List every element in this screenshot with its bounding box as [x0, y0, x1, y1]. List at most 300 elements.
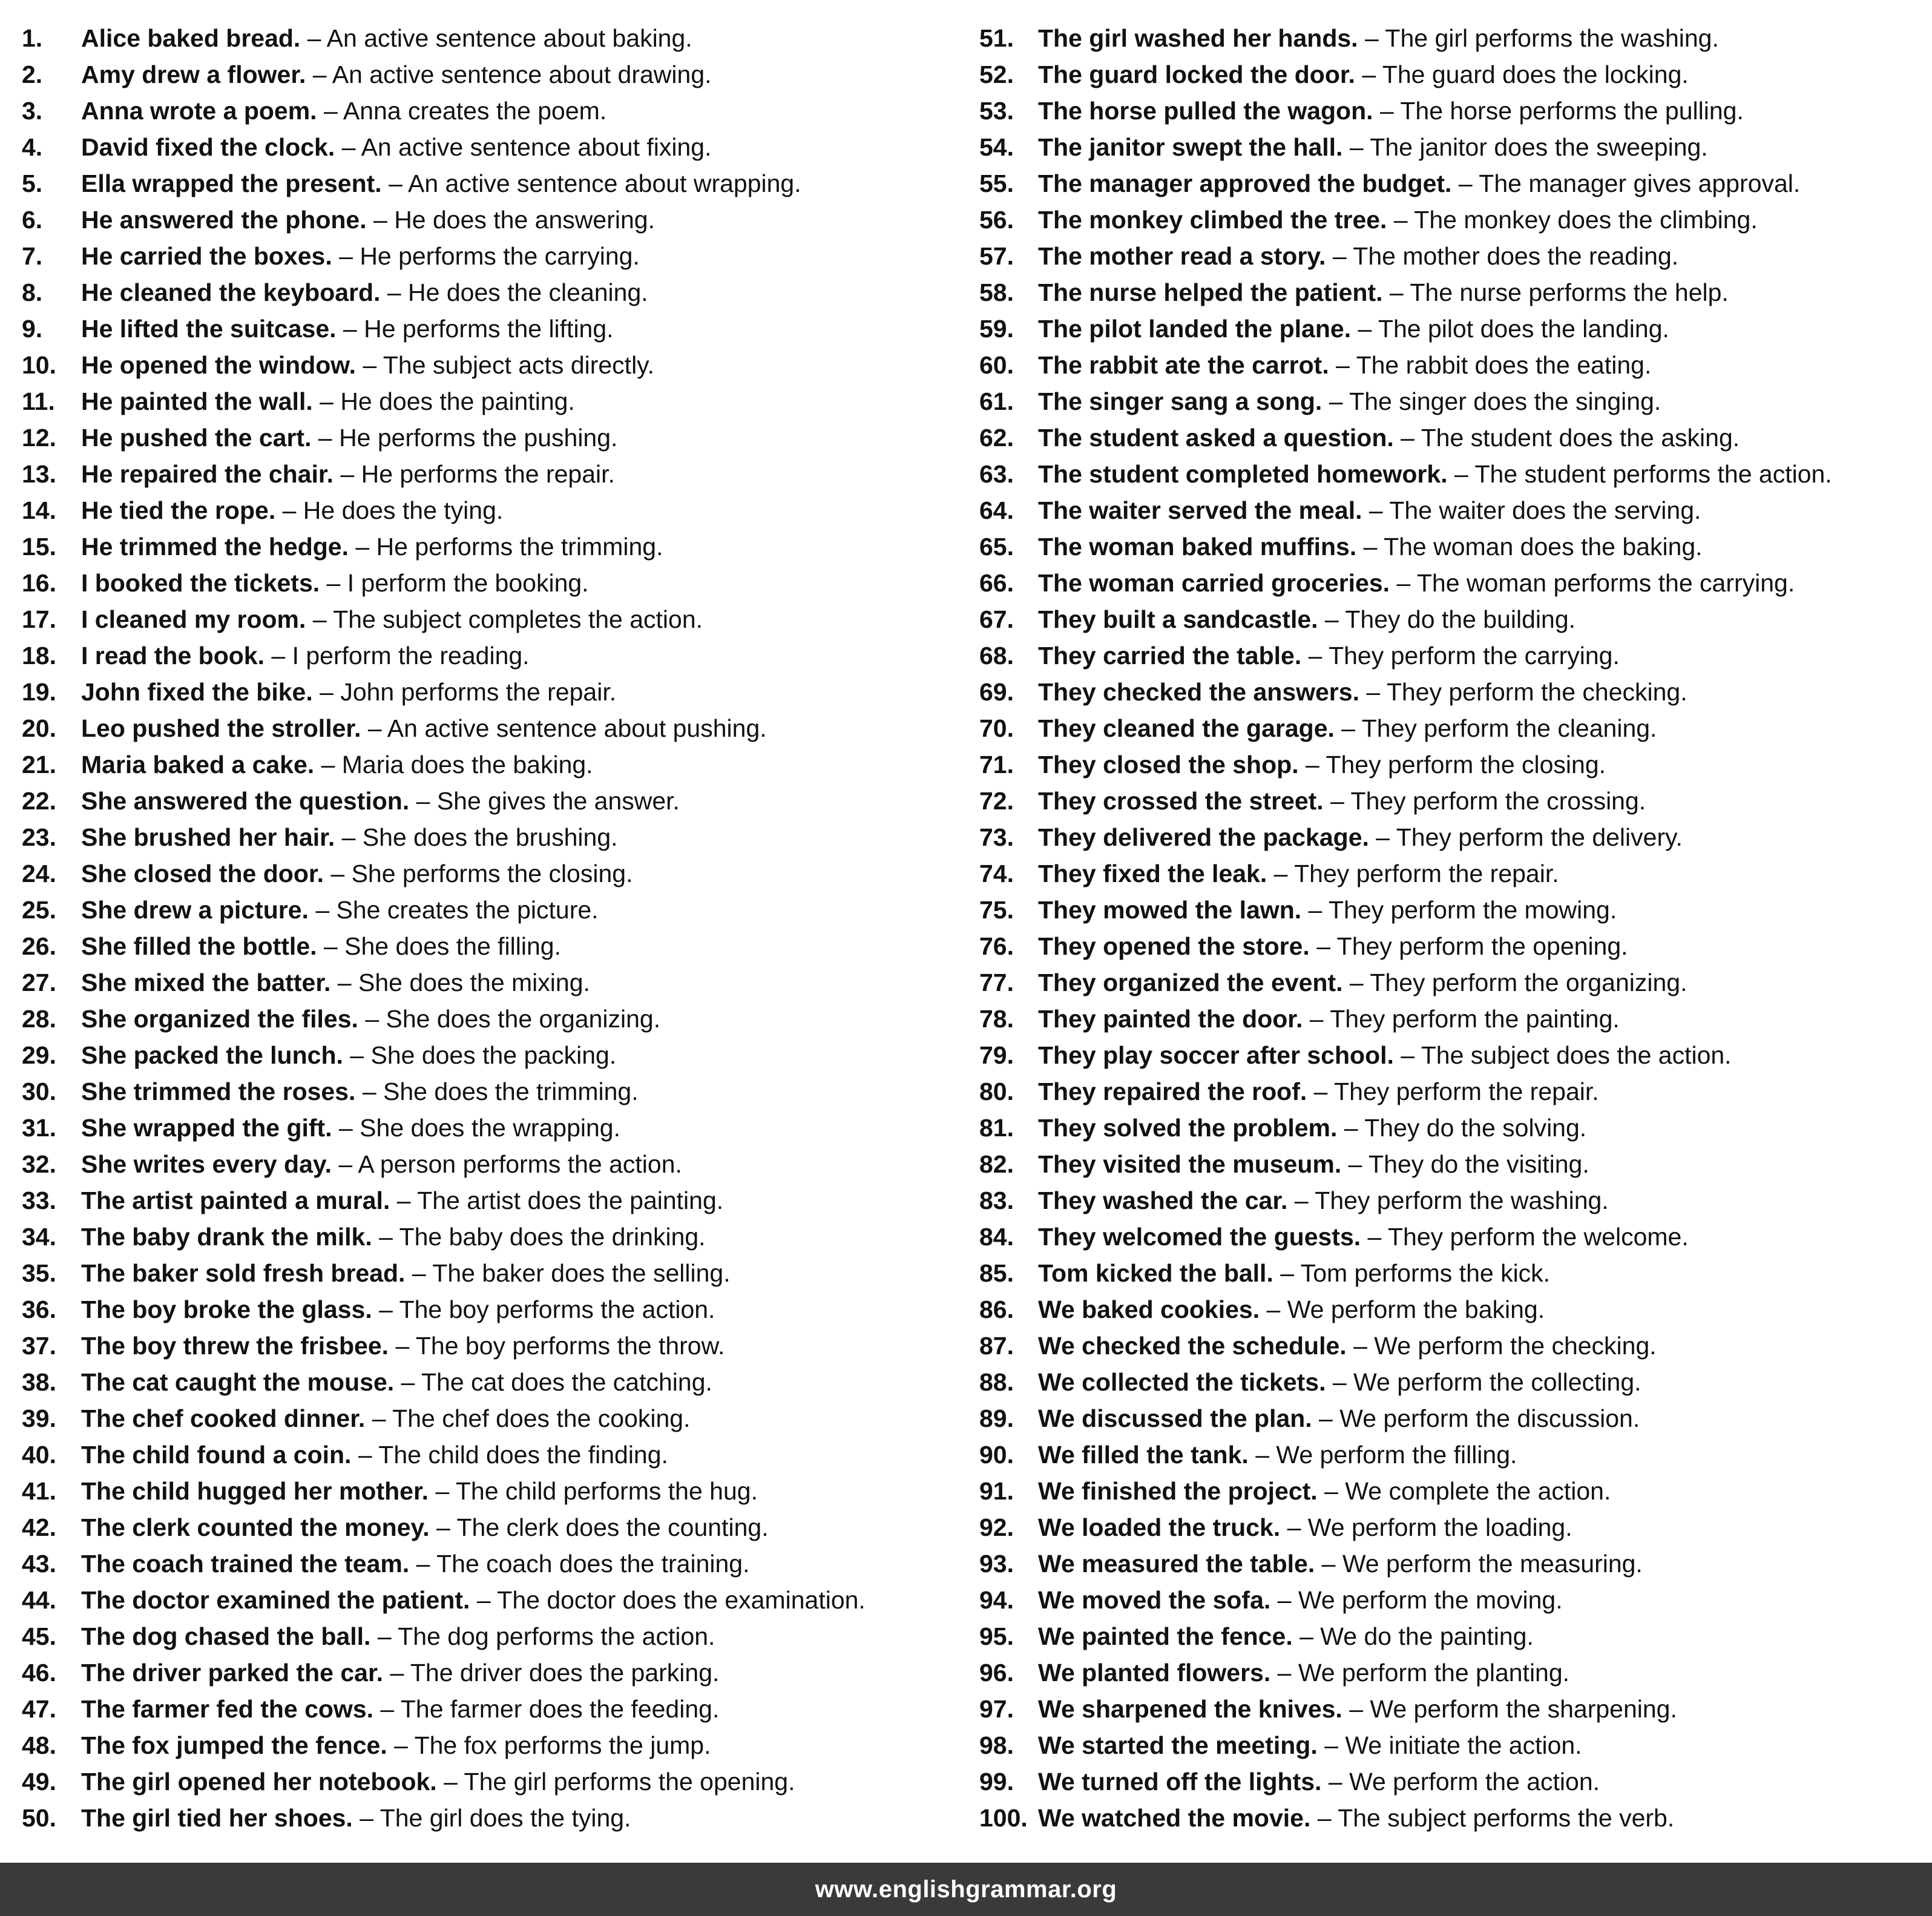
- sentence-explanation: – The driver does the parking.: [383, 1659, 720, 1687]
- sentence-explanation: – She gives the answer.: [409, 787, 680, 815]
- example-sentence: She drew a picture.: [81, 896, 309, 924]
- list-item: [22, 674, 966, 710]
- example-sentence: He answered the phone.: [81, 206, 367, 234]
- list-item: [979, 1691, 1924, 1727]
- example-sentence: I cleaned my room.: [81, 605, 306, 633]
- item-text: [1038, 1691, 1677, 1727]
- item-text: [1038, 202, 1758, 238]
- item-text: [1038, 1654, 1569, 1691]
- item-number: 61.: [979, 387, 1014, 415]
- list-item: [22, 492, 966, 528]
- example-sentence: He lifted the suitcase.: [81, 315, 337, 343]
- item-text: [81, 928, 561, 964]
- sentence-explanation: – They perform the checking.: [1359, 678, 1687, 706]
- item-number: 56.: [979, 206, 1014, 234]
- example-sentence: He repaired the chair.: [81, 460, 334, 488]
- list-item: [979, 1473, 1924, 1509]
- item-number: 35.: [22, 1259, 56, 1287]
- item-number: 76.: [979, 932, 1014, 960]
- item-number: 38.: [22, 1368, 56, 1396]
- list-item: [979, 202, 1924, 238]
- list-item: [22, 1473, 966, 1509]
- item-number: 46.: [22, 1659, 56, 1687]
- list-item: [22, 56, 966, 93]
- sentence-explanation: – The coach does the training.: [409, 1550, 750, 1578]
- list-item: [22, 928, 966, 964]
- list-item: [979, 492, 1924, 528]
- item-text: [1038, 1473, 1611, 1509]
- item-number: 54.: [979, 133, 1014, 161]
- item-number: 77.: [979, 969, 1014, 996]
- sentence-explanation: – We initiate the action.: [1317, 1731, 1582, 1759]
- item-text: [81, 1001, 660, 1037]
- example-sentence: She closed the door.: [81, 860, 324, 887]
- list-item: [22, 528, 966, 565]
- list-item: [979, 1328, 1924, 1364]
- list-item: [979, 420, 1924, 456]
- list-item: [22, 746, 966, 783]
- list-item: [22, 1110, 966, 1146]
- item-number: 13.: [22, 460, 56, 488]
- item-number: 92.: [979, 1513, 1014, 1541]
- example-sentence: The baby drank the milk.: [81, 1223, 372, 1251]
- item-number: 44.: [22, 1586, 56, 1614]
- list-item: [979, 311, 1924, 347]
- sentence-explanation: – They perform the carrying.: [1301, 642, 1620, 670]
- list-item: [979, 1037, 1924, 1073]
- example-sentence: We watched the movie.: [1038, 1804, 1311, 1832]
- item-number: 26.: [22, 932, 56, 960]
- sentence-explanation: – The subject acts directly.: [356, 351, 655, 379]
- example-sentence: They fixed the leak.: [1038, 860, 1267, 887]
- list-item: [979, 855, 1924, 892]
- item-text: [1038, 819, 1683, 855]
- list-item: [22, 1618, 966, 1654]
- example-sentence: They welcomed the guests.: [1038, 1223, 1361, 1251]
- list-item: [22, 1146, 966, 1182]
- item-text: [1038, 274, 1729, 311]
- sentence-explanation: – The doctor does the examination.: [470, 1586, 866, 1614]
- item-number: 88.: [979, 1368, 1014, 1396]
- sentence-explanation: – The woman performs the carrying.: [1390, 569, 1795, 597]
- sentence-explanation: – The cat does the catching.: [394, 1368, 712, 1396]
- example-sentence: The girl washed her hands.: [1038, 24, 1358, 52]
- example-sentence: We loaded the truck.: [1038, 1513, 1281, 1541]
- example-sentence: They delivered the package.: [1038, 823, 1369, 851]
- item-text: [81, 1037, 616, 1073]
- item-number: 34.: [22, 1223, 56, 1251]
- sentence-explanation: – They perform the repair.: [1267, 860, 1559, 887]
- sentence-explanation: – Anna creates the poem.: [317, 97, 607, 125]
- item-number: 45.: [22, 1622, 56, 1650]
- list-item: [22, 1691, 966, 1727]
- sentence-explanation: – We perform the planting.: [1270, 1659, 1570, 1687]
- sentence-explanation: – The subject does the action.: [1393, 1041, 1732, 1069]
- list-item: [22, 1509, 966, 1546]
- list-item: [979, 1110, 1924, 1146]
- item-number: 15.: [22, 533, 56, 561]
- left-column: [22, 20, 966, 1836]
- item-number: 32.: [22, 1150, 56, 1178]
- example-sentence: The student completed homework.: [1038, 460, 1448, 488]
- item-text: [1038, 855, 1559, 892]
- sentence-explanation: – The girl performs the washing.: [1358, 24, 1719, 52]
- sentence-explanation: – Tom performs the kick.: [1273, 1259, 1551, 1287]
- sentence-explanation: – We perform the loading.: [1280, 1513, 1572, 1541]
- list-item: [22, 1073, 966, 1110]
- example-sentence: The boy broke the glass.: [81, 1295, 372, 1323]
- example-sentence: She wrapped the gift.: [81, 1114, 332, 1142]
- item-text: [81, 1328, 724, 1364]
- sentence-explanation: – The subject performs the verb.: [1310, 1804, 1675, 1832]
- item-number: 73.: [979, 823, 1014, 851]
- example-sentence: The nurse helped the patient.: [1038, 278, 1383, 306]
- sentence-explanation: – She does the filling.: [317, 932, 561, 960]
- sentence-explanation: – The farmer does the feeding.: [373, 1695, 720, 1723]
- item-text: [81, 1654, 719, 1691]
- item-number: 33.: [22, 1187, 56, 1214]
- list-item: [979, 1654, 1924, 1691]
- example-sentence: We measured the table.: [1038, 1550, 1315, 1578]
- sentence-explanation: – The waiter does the serving.: [1362, 496, 1701, 524]
- item-number: 4.: [22, 133, 43, 161]
- sentence-explanation: – We perform the moving.: [1270, 1586, 1563, 1614]
- item-number: 12.: [22, 424, 56, 452]
- item-number: 74.: [979, 860, 1014, 887]
- list-item: [979, 129, 1924, 165]
- item-text: [81, 311, 614, 347]
- item-number: 30.: [22, 1078, 56, 1105]
- item-number: 99.: [979, 1768, 1014, 1796]
- item-text: [1038, 1110, 1586, 1146]
- sentence-explanation: – We perform the filling.: [1248, 1441, 1517, 1469]
- list-item: [22, 311, 966, 347]
- sentence-explanation: – The manager gives approval.: [1451, 170, 1801, 197]
- example-sentence: The clerk counted the money.: [81, 1513, 430, 1541]
- list-item: [22, 964, 966, 1001]
- example-sentence: The child hugged her mother.: [81, 1477, 429, 1505]
- item-number: 90.: [979, 1441, 1014, 1469]
- list-item: [22, 420, 966, 456]
- example-sentence: Maria baked a cake.: [81, 751, 315, 779]
- item-number: 36.: [22, 1295, 56, 1323]
- sentence-explanation: – An active sentence about baking.: [300, 24, 692, 52]
- item-number: 1.: [22, 24, 43, 52]
- list-item: [22, 202, 966, 238]
- example-sentence: The farmer fed the cows.: [81, 1695, 374, 1723]
- item-number: 68.: [979, 642, 1014, 670]
- example-sentence: The fox jumped the fence.: [81, 1731, 387, 1759]
- example-sentence: The singer sang a song.: [1038, 387, 1322, 415]
- example-sentence: Tom kicked the ball.: [1038, 1259, 1273, 1287]
- example-sentence: The girl tied her shoes.: [81, 1804, 353, 1832]
- sentence-explanation: – They perform the repair.: [1307, 1078, 1599, 1105]
- sentence-explanation: – He does the tying.: [275, 496, 504, 524]
- example-sentence: They visited the museum.: [1038, 1150, 1342, 1178]
- item-number: 98.: [979, 1731, 1014, 1759]
- item-text: [81, 1546, 749, 1582]
- item-text: [1038, 1073, 1599, 1110]
- item-text: [1038, 637, 1620, 674]
- item-text: [81, 1219, 706, 1255]
- sentence-explanation: – Maria does the baking.: [314, 751, 593, 779]
- list-item: [22, 710, 966, 746]
- item-text: [81, 674, 616, 710]
- sentence-explanation: – A person performs the action.: [332, 1150, 682, 1178]
- item-number: 64.: [979, 496, 1014, 524]
- item-text: [1038, 383, 1661, 420]
- list-item: [22, 274, 966, 311]
- sentence-explanation: – We perform the sharpening.: [1342, 1695, 1677, 1723]
- list-item: [22, 1037, 966, 1073]
- sentence-explanation: – The student performs the action.: [1447, 460, 1832, 488]
- sentence-explanation: – They perform the welcome.: [1361, 1223, 1689, 1251]
- item-number: 94.: [979, 1586, 1014, 1614]
- item-text: [1038, 710, 1657, 746]
- example-sentence: He painted the wall.: [81, 387, 313, 415]
- item-text: [81, 56, 712, 93]
- item-text: [81, 202, 655, 238]
- list-item: [979, 1400, 1924, 1437]
- item-number: 51.: [979, 24, 1014, 52]
- sentence-explanation: – We perform the collecting.: [1326, 1368, 1641, 1396]
- item-text: [1038, 456, 1832, 492]
- sentence-explanation: – He performs the lifting.: [336, 315, 614, 343]
- sentence-explanation: – The singer does the singing.: [1322, 387, 1661, 415]
- list-item: [22, 601, 966, 637]
- item-text: [1038, 129, 1708, 165]
- item-text: [81, 637, 530, 674]
- sentence-explanation: – They perform the closing.: [1298, 751, 1606, 779]
- sentence-explanation: – The monkey does the climbing.: [1387, 206, 1758, 234]
- item-text: [81, 819, 618, 855]
- item-text: [1038, 311, 1669, 347]
- sentence-explanation: – The guard does the locking.: [1355, 61, 1689, 88]
- item-number: 9.: [22, 315, 43, 343]
- item-text: [1038, 1437, 1517, 1473]
- example-sentence: We started the meeting.: [1038, 1731, 1318, 1759]
- list-item: [979, 1255, 1924, 1291]
- item-number: 2.: [22, 61, 43, 88]
- sentence-explanation: – The rabbit does the eating.: [1329, 351, 1652, 379]
- item-number: 25.: [22, 896, 56, 924]
- sentence-explanation: – The boy performs the throw.: [389, 1332, 725, 1360]
- item-text: [81, 347, 654, 383]
- item-text: [1038, 1001, 1620, 1037]
- item-text: [1038, 1546, 1643, 1582]
- item-number: 8.: [22, 278, 43, 306]
- example-sentence: She trimmed the roses.: [81, 1078, 356, 1105]
- item-text: [81, 129, 712, 165]
- list-item: [979, 1509, 1924, 1546]
- example-sentence: John fixed the bike.: [81, 678, 313, 706]
- item-text: [1038, 347, 1651, 383]
- item-number: 95.: [979, 1622, 1014, 1650]
- list-item: [979, 274, 1924, 311]
- example-sentence: Alice baked bread.: [81, 24, 301, 52]
- example-sentence: The baker sold fresh bread.: [81, 1259, 406, 1287]
- example-sentence: David fixed the clock.: [81, 133, 335, 161]
- item-number: 85.: [979, 1259, 1014, 1287]
- item-number: 11.: [22, 387, 55, 415]
- item-text: [81, 165, 801, 202]
- list-item: [979, 964, 1924, 1001]
- example-sentence: She mixed the batter.: [81, 969, 331, 996]
- item-text: [1038, 238, 1678, 274]
- list-item: [22, 637, 966, 674]
- item-number: 3.: [22, 97, 43, 125]
- item-text: [81, 565, 589, 601]
- item-number: 27.: [22, 969, 56, 996]
- item-number: 82.: [979, 1150, 1014, 1178]
- sentence-explanation: – We perform the discussion.: [1312, 1404, 1640, 1432]
- item-text: [1038, 1509, 1572, 1546]
- sentence-explanation: – An active sentence about wrapping.: [381, 170, 801, 197]
- example-sentence: He trimmed the hedge.: [81, 533, 349, 561]
- list-item: [22, 855, 966, 892]
- list-item: [979, 1727, 1924, 1763]
- item-text: [81, 1727, 711, 1763]
- item-number: 18.: [22, 642, 56, 670]
- example-sentence: She answered the question.: [81, 787, 410, 815]
- example-sentence: We checked the schedule.: [1038, 1332, 1347, 1360]
- example-sentence: They repaired the roof.: [1038, 1078, 1307, 1105]
- list-item: [22, 1437, 966, 1473]
- list-item: [979, 1618, 1924, 1654]
- sentence-explanation: – I perform the booking.: [320, 569, 589, 597]
- list-item: [22, 1546, 966, 1582]
- item-text: [1038, 601, 1576, 637]
- example-sentence: They checked the answers.: [1038, 678, 1359, 706]
- item-text: [1038, 1400, 1640, 1437]
- sentence-explanation: – She does the trimming.: [355, 1078, 639, 1105]
- item-text: [81, 93, 606, 129]
- item-number: 24.: [22, 860, 56, 887]
- item-number: 31.: [22, 1114, 56, 1142]
- item-number: 70.: [979, 714, 1014, 742]
- list-item: [22, 383, 966, 420]
- example-sentence: He opened the window.: [81, 351, 356, 379]
- example-sentence: The artist painted a mural.: [81, 1187, 390, 1214]
- sentence-explanation: – They perform the opening.: [1309, 932, 1628, 960]
- item-number: 10.: [22, 351, 56, 379]
- sentence-explanation: – An active sentence about pushing.: [361, 714, 767, 742]
- item-number: 29.: [22, 1041, 56, 1069]
- list-item: [22, 165, 966, 202]
- list-item: [22, 238, 966, 274]
- list-item: [979, 93, 1924, 129]
- sentence-explanation: – She does the organizing.: [358, 1005, 661, 1033]
- list-item: [22, 819, 966, 855]
- example-sentence: Amy drew a flower.: [81, 61, 306, 88]
- item-text: [1038, 964, 1687, 1001]
- item-number: 42.: [22, 1513, 56, 1541]
- item-text: [1038, 1800, 1674, 1836]
- item-number: 22.: [22, 787, 56, 815]
- list-item: [22, 1182, 966, 1219]
- sentence-explanation: – The clerk does the counting.: [429, 1513, 769, 1541]
- list-item: [22, 20, 966, 56]
- item-number: 86.: [979, 1295, 1014, 1323]
- item-text: [81, 601, 703, 637]
- list-item: [979, 746, 1924, 783]
- example-sentence: They washed the car.: [1038, 1187, 1288, 1214]
- list-item: [22, 565, 966, 601]
- example-sentence: The monkey climbed the tree.: [1038, 206, 1387, 234]
- example-sentence: The mother read a story.: [1038, 242, 1326, 270]
- example-sentence: We finished the project.: [1038, 1477, 1318, 1505]
- list-item: [979, 528, 1924, 565]
- item-number: 17.: [22, 605, 56, 633]
- sentence-explanation: – She creates the picture.: [308, 896, 599, 924]
- item-text: [81, 710, 767, 746]
- sentence-explanation: – They do the solving.: [1337, 1114, 1587, 1142]
- list-item: [22, 1001, 966, 1037]
- list-item: [22, 1219, 966, 1255]
- item-number: 20.: [22, 714, 56, 742]
- list-item: [979, 383, 1924, 420]
- item-text: [81, 1618, 715, 1654]
- item-text: [1038, 93, 1744, 129]
- item-number: 84.: [979, 1223, 1014, 1251]
- item-text: [81, 1800, 631, 1836]
- example-sentence: The rabbit ate the carrot.: [1038, 351, 1329, 379]
- example-sentence: We filled the tank.: [1038, 1441, 1249, 1469]
- sentence-explanation: – The girl performs the opening.: [436, 1768, 795, 1796]
- item-number: 75.: [979, 896, 1014, 924]
- item-number: 65.: [979, 533, 1014, 561]
- sentence-explanation: – They perform the painting.: [1303, 1005, 1620, 1033]
- list-item: [22, 347, 966, 383]
- example-sentence: The girl opened her notebook.: [81, 1768, 437, 1796]
- sentence-explanation: – We perform the action.: [1321, 1768, 1600, 1796]
- sentence-explanation: – He does the painting.: [312, 387, 575, 415]
- list-item: [22, 1328, 966, 1364]
- item-text: [81, 420, 617, 456]
- sentence-explanation: – We complete the action.: [1317, 1477, 1611, 1505]
- example-sentence: The horse pulled the wagon.: [1038, 97, 1373, 125]
- example-sentence: He pushed the cart.: [81, 424, 312, 452]
- sentence-explanation: – The baker does the selling.: [405, 1259, 731, 1287]
- sentence-explanation: – She does the wrapping.: [332, 1114, 620, 1142]
- item-number: 50.: [22, 1804, 56, 1832]
- sentence-explanation: – The subject completes the action.: [306, 605, 703, 633]
- list-item: [979, 1364, 1924, 1400]
- sentence-explanation: – He performs the pushing.: [311, 424, 618, 452]
- sentence-explanation: – They do the building.: [1318, 605, 1576, 633]
- list-item: [22, 456, 966, 492]
- list-item: [979, 637, 1924, 674]
- item-number: 66.: [979, 569, 1014, 597]
- example-sentence: We moved the sofa.: [1038, 1586, 1271, 1614]
- item-number: 83.: [979, 1187, 1014, 1214]
- item-number: 37.: [22, 1332, 56, 1360]
- sentence-explanation: – The boy performs the action.: [372, 1295, 715, 1323]
- example-sentence: They crossed the street.: [1038, 787, 1324, 815]
- item-text: [1038, 1146, 1589, 1182]
- item-text: [81, 1473, 758, 1509]
- item-text: [1038, 1727, 1582, 1763]
- sentence-explanation: – The nurse performs the help.: [1382, 278, 1729, 306]
- example-sentence: The pilot landed the plane.: [1038, 315, 1352, 343]
- example-sentence: The dog chased the ball.: [81, 1622, 371, 1650]
- item-number: 71.: [979, 751, 1014, 779]
- list-item: [979, 1001, 1924, 1037]
- item-text: [81, 1400, 691, 1437]
- sentence-explanation: – The child does the finding.: [351, 1441, 668, 1469]
- item-number: 41.: [22, 1477, 56, 1505]
- footer-bar: [0, 1863, 1932, 1916]
